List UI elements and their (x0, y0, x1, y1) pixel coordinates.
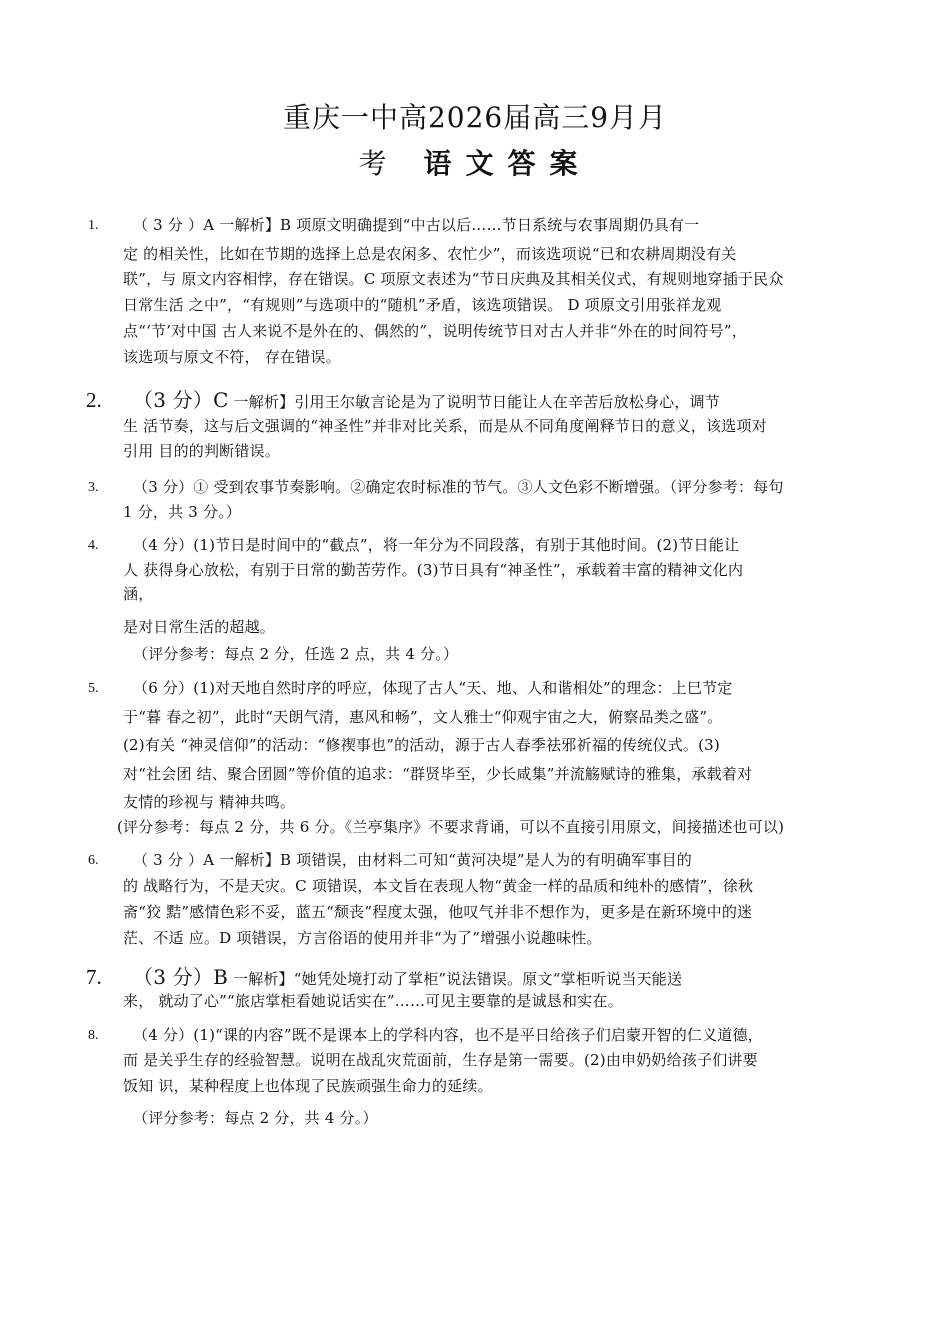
item-line: 1 分，共 3 分。） (123, 503, 242, 521)
item-line: 茫、不适 应。D 项错误，方言俗语的使用并非“为了”增强小说趣味性。 (123, 929, 602, 947)
item-lead: （3 分）B (133, 965, 228, 989)
item-line: 友情的珍视与 精神共鸣。 (123, 793, 296, 811)
item-line: 日常生活 之中”，“有规则”与选项中的“随机”矛盾，该选项错误。 D 项原文引用张祥龙观 (123, 296, 722, 314)
item-line: （ 3 分 ）A 一解析】B 项原文明确提到“中古以后……节日系统与农事周期仍具有一 (133, 216, 700, 234)
item-number: 6. (88, 853, 99, 868)
page-subtitle (0, 142, 950, 182)
item-line: 对“社会团 结、聚合团圆”等价值的追求：“群贤毕至，少长咸集”并流觞赋诗的雅集，承载着对 (123, 765, 753, 783)
item-note: （评分参考：每点 2 分，共 4 分。） (133, 1109, 378, 1127)
item-lead: （3 分）C (133, 388, 229, 412)
item-line: （3 分）① 受到农事节奏影响。②确定农时标准的节气。③人文色彩不断增强。（评分参考：每句 (133, 478, 784, 496)
item-line: 的 战略行为，不是天灾。C 项错误，本文旨在表现人物“黄金一样的品质和纯朴的感情”，徐秋 (123, 877, 754, 895)
item-line: （6 分）(1)对天地自然时序的呼应，体现了古人“天、地、人和谐相处”的理念：上巳节定 (133, 679, 733, 697)
item-line: 人 获得身心放松，有别于日常的勤苦劳作。(3)节日具有“神圣性”，承载着丰富的精神文化内 (123, 561, 744, 579)
item-line: 该选项与原文不符， 存在错误。 (123, 348, 341, 366)
item-line-text: 一解析】引用王尔敏言论是为了说明节日能让人在辛苦后放松身心，调节 (228, 393, 720, 411)
item-line: 涵， (123, 585, 154, 603)
item-line: 于“暮 春之初”，此时“天朗气清，惠风和畅”，文人雅士“仰观宇宙之大，俯察品类之盛”。 (123, 708, 723, 726)
item-line: 生 活节奏，这与后文强调的“神圣性”并非对比关系，而是从不同角度阐释节日的意义，该选项对 (123, 417, 767, 435)
item-line: 是对日常生活的超越。 (123, 618, 276, 636)
item-note: (评分参考：每点 2 分，共 6 分。《兰亭集序》不要求背诵，可以不直接引用原文，间接描述也可以) (117, 818, 785, 836)
item-line: 斋“狡 黠”感情色彩不妥，蓝五“颓丧”程度太强，他叹气并非不想作为，更多是在新环境中的迷 (123, 903, 753, 921)
item-line: 定 的相关性，比如在节期的选择上总是农闲多、农忙少”，而该选项说“已和农耕周期没有关 (123, 245, 737, 263)
item-line: 而 是关乎生存的经验智慧。说明在战乱灾荒面前，生存是第一需要。(2)由申奶奶给孩子们讲要 (123, 1051, 758, 1069)
item-line: 联”，与 原文内容相悖，存在错误。C 项原文表述为“节日庆典及其相关仪式，有规则地穿插于民众 (123, 270, 784, 288)
item-number: 1. (88, 218, 99, 233)
item-line: (2)有关 “神灵信仰”的活动：“修禊事也”的活动，源于古人春季祛邪祈福的传统仪式。(3) (123, 736, 720, 754)
item-number: 4. (88, 538, 99, 553)
item-number: 2. (86, 388, 102, 412)
item-number: 3. (88, 480, 99, 495)
item-note: （评分参考：每点 2 分，任选 2 点，共 4 分。） (133, 645, 459, 663)
item-number: 5. (88, 681, 99, 696)
item-line: 点“‘节’对中国 古人来说不是外在的、偶然的”，说明传统节日对古人并非“外在的时间符号”， (123, 322, 747, 340)
page-title: 重庆一中高2026届高三9月月 (282, 101, 668, 134)
item-number: 8. (88, 1028, 99, 1043)
item-line: 饭知 识，某种程度上也体现了民族顽强生命力的延续。 (123, 1077, 493, 1095)
item-line: （4 分）(1)节日是时间中的“截点”，将一年分为不同段落，有别于其他时间。(2)节日能让 (133, 536, 740, 554)
subtitle-prefix: 考 (358, 147, 401, 180)
item-line: （ 3 分 ）A 一解析】B 项错误，由材料二可知“黄河决堤”是人为的有明确军事目的 (133, 851, 692, 869)
subtitle-main: 语文答案 (423, 147, 592, 180)
item-number: 7. (86, 965, 102, 989)
item-line: 来， 就动了心”“旅店掌柜看她说话实在”……可见主要靠的是诚恳和实在。 (123, 992, 623, 1010)
item-line: 引用 目的的判断错误。 (123, 442, 280, 460)
item-line: （4 分）(1)“课的内容”既不是课本上的学科内容，也不是平日给孩子们启蒙开智的仁义道德， (133, 1026, 763, 1044)
item-line-text: 一解析】“她凭处境打动了掌柜”说法错误。原文“掌柜听说当天能送 (227, 970, 683, 988)
